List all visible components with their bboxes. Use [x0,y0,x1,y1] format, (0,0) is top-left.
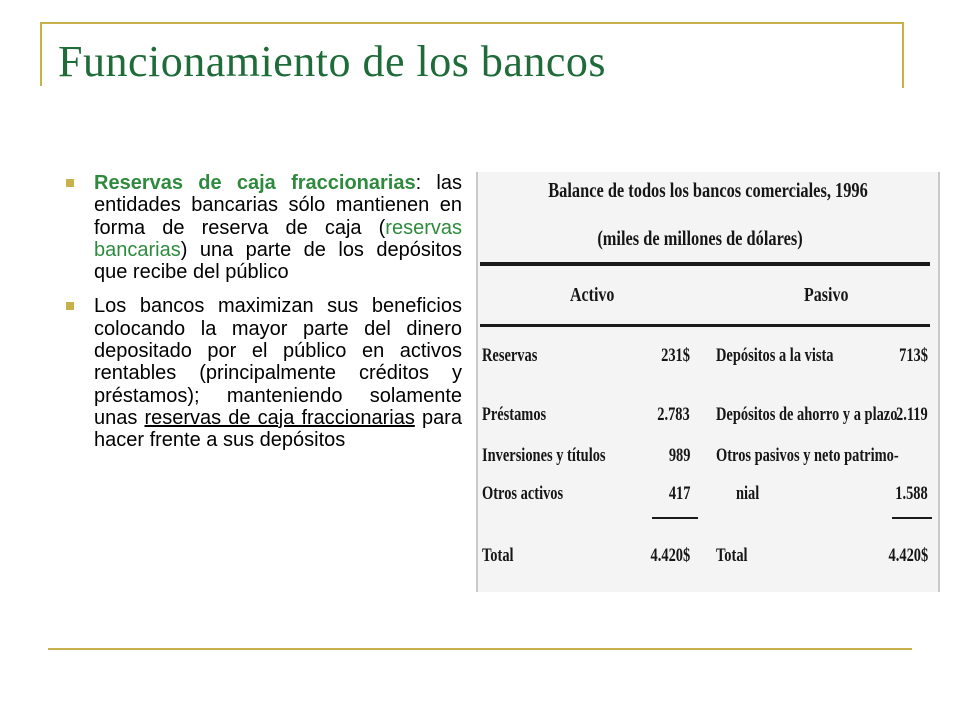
activo-label-prestamos: Préstamos [482,404,547,425]
underlined-reservas: reservas de caja fraccionarias [144,406,415,429]
pasivo-label-depositos-ahorro: Depósitos de ahorro y a plazo [716,404,898,425]
activo-label-reservas: Reservas [482,345,538,366]
pasivo-total-label: Total [716,545,748,566]
frame-bottom-line [48,648,912,650]
bullet-2-text: Los bancos maximizan sus beneficios colocando la mayor parte del dinero depositado por el público en activos rentables (principalmente créditos y préstamos); manteniendo solamente unas [94,295,462,429]
pasivo-subtotal-rule [892,517,932,519]
term-reservas-caja: Reservas de caja fraccionarias [94,172,416,194]
activo-value-reservas: 231$ [661,345,690,366]
bullet-2-end: para hacer frente a sus depósitos [94,406,462,452]
pasivo-label-otros-pasivos: Otros pasivos y neto patrimo- [716,445,899,466]
balance-table-image [476,172,940,592]
term-reservas-bancarias: reservas bancarias [94,216,462,261]
activo-value-otros-activos: 417 [668,483,690,504]
activo-value-inversiones: 989 [668,445,690,466]
pasivo-value-otros-pasivos: 1.588 [895,483,928,504]
pasivo-value-depositos-vista: 713$ [899,345,928,366]
pasivo-label-depositos-vista: Depósitos a la vista [716,345,834,366]
square-bullet-icon [66,179,74,187]
activo-label-inversiones: Inversiones y títulos [482,445,606,466]
bullet-list [66,172,462,452]
table-title-line-2: (miles de millones de dólares) [597,226,803,250]
bullet-item-2 [66,295,462,451]
pasivo-value-depositos-ahorro: 2.119 [896,404,928,425]
table-rule-header [480,324,930,327]
slide-title: Funcionamiento de los bancos [58,37,607,86]
bullet-1-text: : las entidades bancarias sólo mantienen en forma de reserva de caja ( [94,172,462,239]
frame-top-line [40,22,904,24]
activo-total-label: Total [482,545,514,566]
table-rule-top [480,262,930,266]
pasivo-label-nial: nial [736,483,760,504]
bullet-item-1 [66,172,462,283]
frame-right-line [902,22,904,88]
header-pasivo: Pasivo [804,284,849,306]
pasivo-total-value: 4.420$ [888,545,928,566]
square-bullet-icon [66,302,74,310]
table-title-line-1: Balance de todos los bancos comerciales, 1996 [548,178,868,202]
activo-subtotal-rule [652,517,698,519]
activo-value-prestamos: 2.783 [657,404,690,425]
bullet-1-end: ) una parte de los depósitos que recibe del público [94,238,462,284]
activo-total-value: 4.420$ [650,545,690,566]
header-activo: Activo [570,284,615,306]
frame-left-line [40,22,42,86]
activo-label-otros-activos: Otros activos [482,483,564,504]
